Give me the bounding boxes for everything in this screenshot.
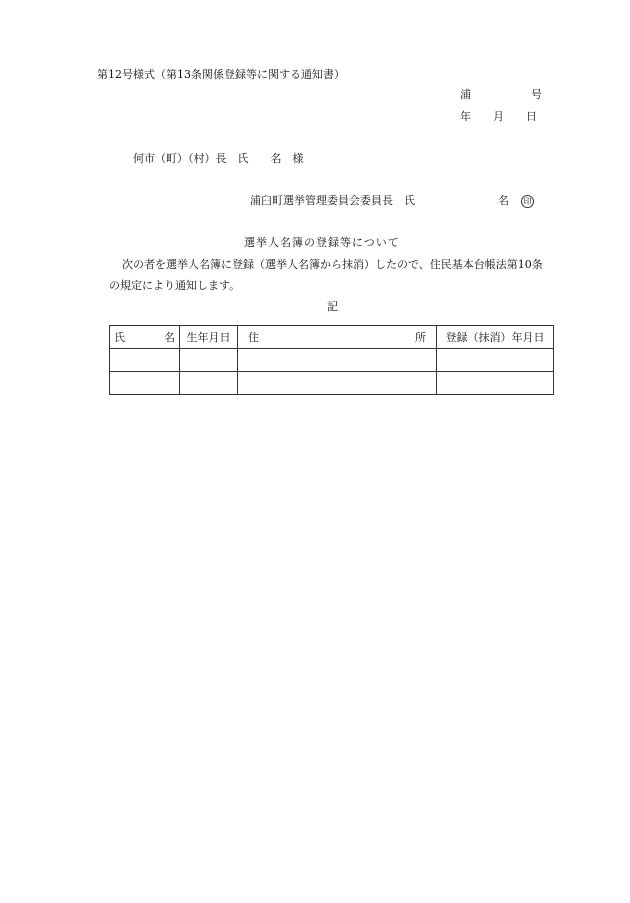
- sender: [250, 194, 534, 208]
- table-header-row: [110, 326, 554, 349]
- table-row: [110, 372, 554, 395]
- header-name: [110, 326, 180, 349]
- ki-marker: 記: [327, 300, 338, 313]
- table-cell: [110, 372, 180, 395]
- document-number: [460, 88, 542, 102]
- registration-table: [109, 325, 554, 395]
- date-year: 年: [460, 110, 471, 123]
- header-name-right: 名: [164, 331, 175, 344]
- header-address-right: 所: [415, 331, 426, 344]
- table-cell: [180, 372, 238, 395]
- header-address-left: 住: [248, 331, 259, 344]
- header-birth-date: 生年月日: [180, 326, 238, 349]
- date-month: 月: [493, 110, 504, 123]
- table-cell: [180, 349, 238, 372]
- body-line-1: 次の者を選挙人名簿に登録（選挙人名簿から抹消）したので、住民基本台帳法第10条: [122, 258, 543, 271]
- table-row: [110, 349, 554, 372]
- body-line-2: の規定により通知します。: [109, 279, 241, 292]
- table-cell: [238, 349, 437, 372]
- document-date: [460, 110, 537, 124]
- table-cell: [437, 349, 554, 372]
- form-title: 第12号様式（第13条関係登録等に関する通知書）: [97, 68, 345, 81]
- date-day: 日: [526, 110, 537, 123]
- header-address: [238, 326, 437, 349]
- seal-mark: 印: [521, 195, 534, 208]
- subject: 選挙人名簿の登録等について: [244, 236, 400, 249]
- header-registration-date: 登録（抹消）年月日: [437, 326, 554, 349]
- table-cell: [238, 372, 437, 395]
- sender-title: 浦臼町選挙管理委員会委員長 氏: [250, 194, 415, 207]
- doc-number-prefix: 浦: [460, 88, 471, 101]
- sender-name-char: 名: [498, 194, 509, 207]
- addressee: 何市（町）（村）長 氏 名 様: [133, 152, 304, 165]
- doc-number-suffix: 号: [531, 88, 542, 101]
- table-cell: [110, 349, 180, 372]
- table-cell: [437, 372, 554, 395]
- header-name-left: 氏: [114, 331, 125, 344]
